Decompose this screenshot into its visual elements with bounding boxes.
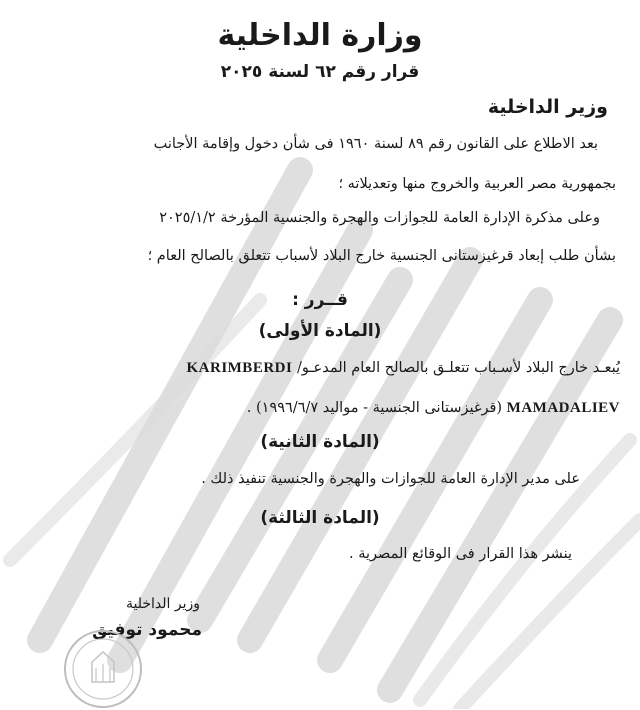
ministry-title: وزارة الداخلية bbox=[217, 18, 423, 53]
preamble-line: بجمهورية مصر العربية والخروج منها وتعديلاته ؛ bbox=[338, 176, 616, 192]
preamble-line: وعلى مذكرة الإدارة العامة للجوازات والهجرة والجنسية المؤرخة ٢٠٢٥/١/٢ bbox=[159, 210, 600, 226]
article-1-heading: (المادة الأولى) bbox=[258, 321, 382, 341]
article-3-text: ينشر هذا القرار فى الوقائع المصرية . bbox=[349, 546, 572, 562]
person-first-name: KARIMBERDI bbox=[186, 360, 293, 376]
signature-title: وزير الداخلية bbox=[125, 596, 200, 612]
signature-name: محمود توفيق bbox=[92, 620, 202, 640]
article-1-line-1 bbox=[186, 360, 620, 377]
article-3-heading: (المادة الثالثة) bbox=[260, 508, 380, 528]
preamble-line: بشأن طلب إبعاد قرغيزستانى الجنسية خارج البلاد لأسباب تتعلق بالصالح العام ؛ bbox=[147, 248, 616, 264]
article-1-text: يُبعـد خارج البلاد لأسـباب تتعلـق بالصالح العام المدعـو/ bbox=[296, 360, 620, 376]
article-2-heading: (المادة الثانية) bbox=[260, 432, 380, 452]
preamble-line: بعد الاطلاع على القانون رقم ٨٩ لسنة ١٩٦٠ فى شأن دخول وإقامة الأجانب bbox=[153, 136, 598, 152]
article-1-line-2 bbox=[247, 400, 620, 417]
decided-heading: قــرر : bbox=[292, 290, 348, 310]
official-seal-icon bbox=[62, 628, 144, 710]
issuer-heading: وزير الداخلية bbox=[487, 96, 608, 118]
person-last-name: MAMADALIEV bbox=[506, 400, 620, 416]
article-1-details: (قرغيزستانى الجنسية - مواليد ١٩٩٦/٦/٧) . bbox=[246, 400, 503, 416]
decree-number: قرار رقم ٦٢ لسنة ٢٠٢٥ bbox=[220, 62, 420, 82]
article-2-text: على مدير الإدارة العامة للجوازات والهجرة والجنسية تنفيذ ذلك . bbox=[201, 471, 580, 487]
